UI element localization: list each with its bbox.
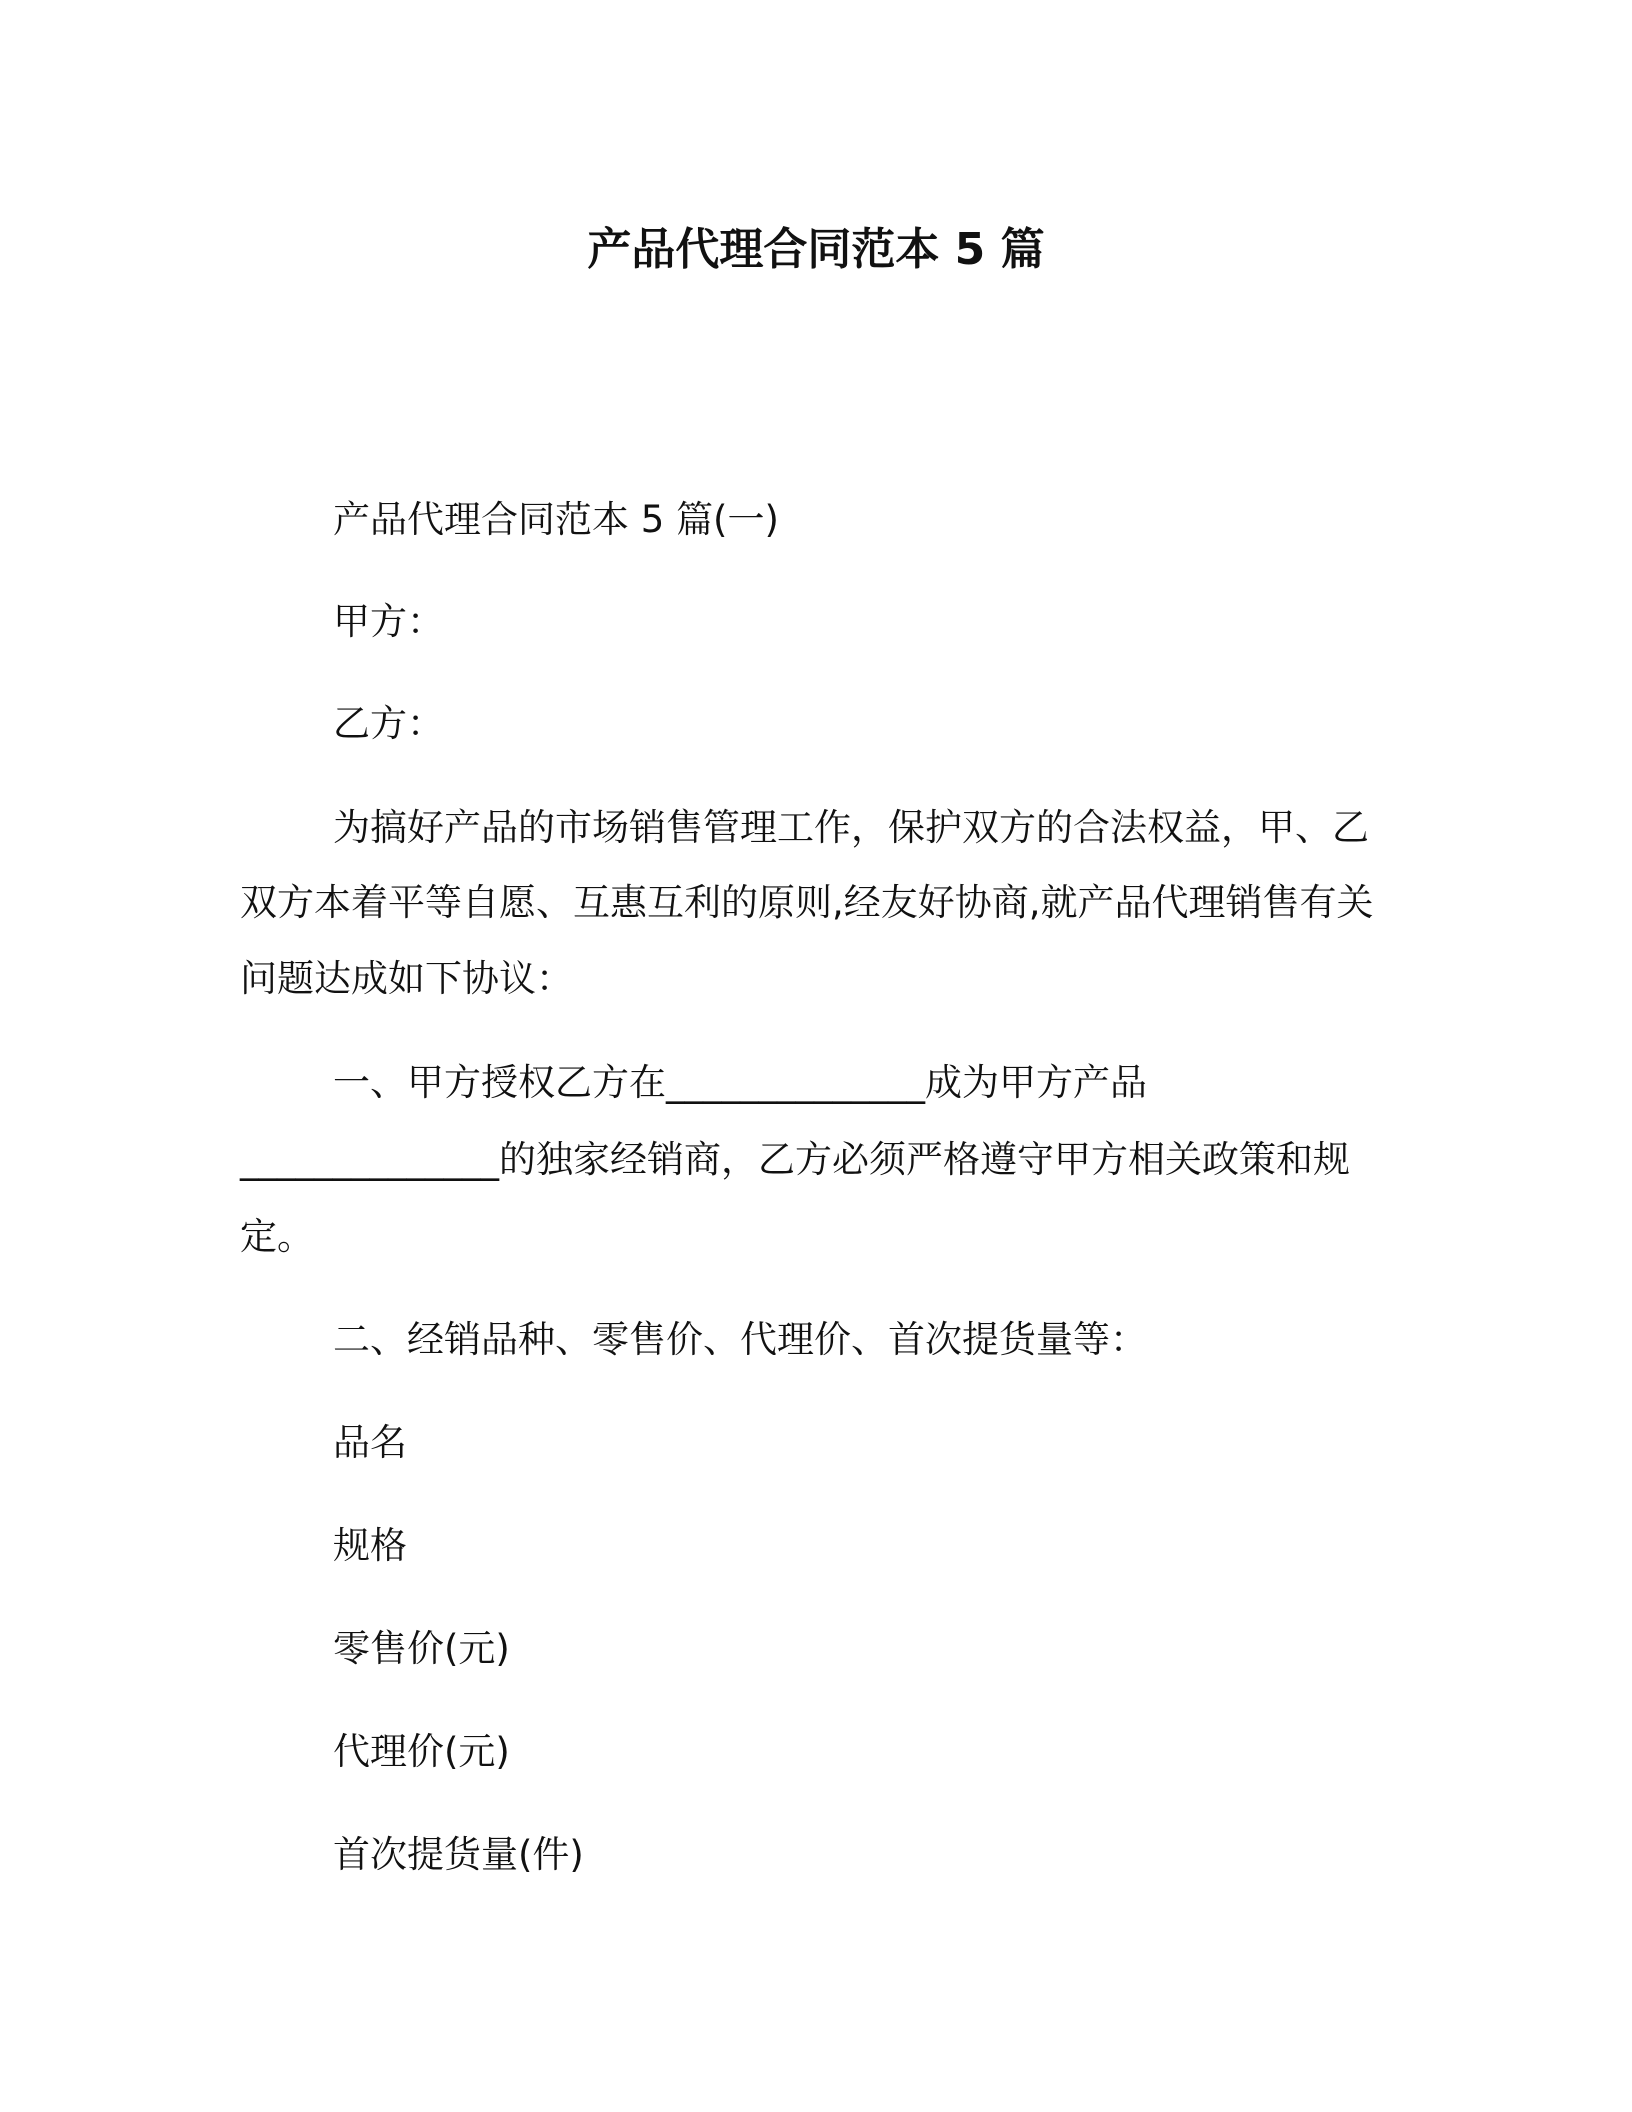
party-b-label: 乙方：	[333, 702, 444, 745]
field-agent-price: 代理价(元)	[333, 1730, 510, 1773]
clause-1-line-3: 定。	[240, 1215, 314, 1258]
clause-1-line-2: ______________的独家经销商，乙方必须严格遵守甲方相关政策和规	[240, 1138, 1350, 1181]
clause-1-line-1: 一、甲方授权乙方在______________成为甲方产品	[333, 1061, 1147, 1104]
clause-2-heading: 二、经销品种、零售价、代理价、首次提货量等：	[333, 1318, 1147, 1361]
intro-paragraph-line-1: 为搞好产品的市场销售管理工作，保护双方的合法权益，甲、乙	[333, 806, 1369, 849]
intro-paragraph-line-2: 双方本着平等自愿、互惠互利的原则,经友好协商,就产品代理销售有关	[240, 881, 1374, 924]
intro-paragraph-line-3: 问题达成如下协议：	[240, 957, 573, 1000]
document-title: 产品代理合同范本 5 篇	[587, 224, 1045, 275]
field-first-order-quantity: 首次提货量(件)	[333, 1833, 584, 1876]
field-retail-price: 零售价(元)	[333, 1627, 510, 1670]
party-a-label: 甲方：	[333, 600, 444, 643]
section-heading: 产品代理合同范本 5 篇(一)	[333, 498, 779, 541]
field-specification: 规格	[333, 1524, 407, 1567]
field-product-name: 品名	[333, 1421, 407, 1464]
